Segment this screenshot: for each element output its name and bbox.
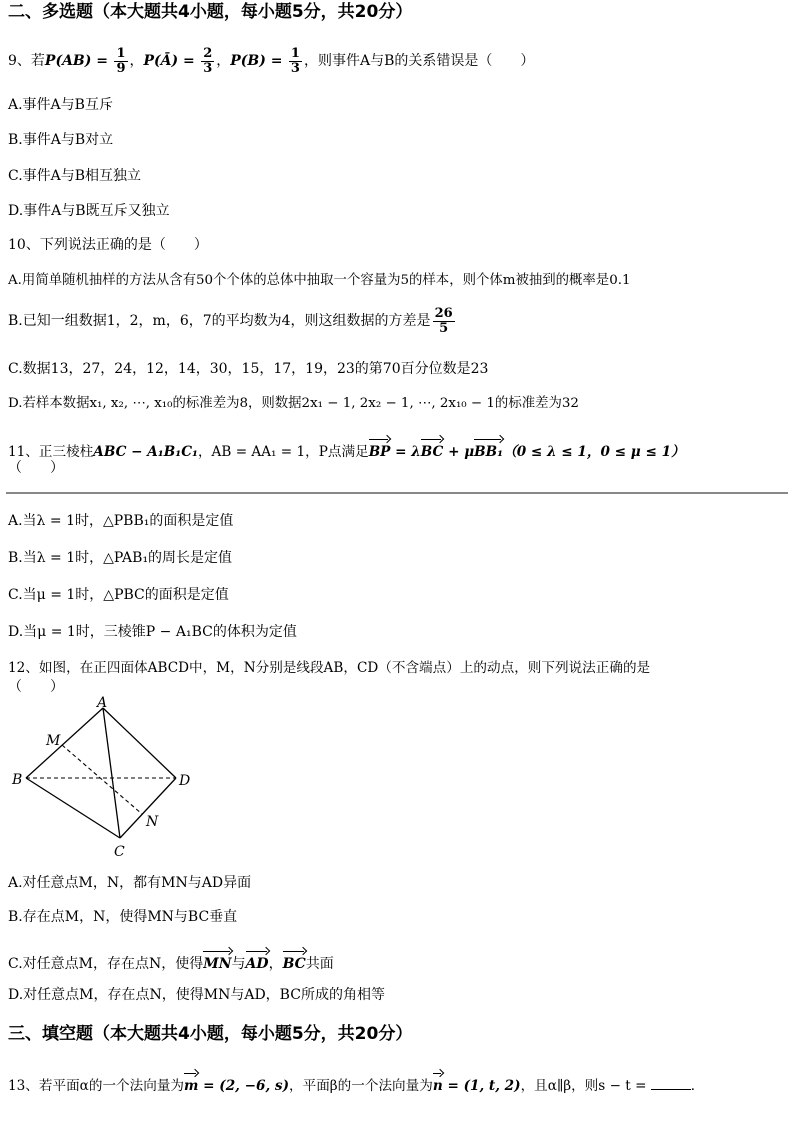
edge-bc (26, 778, 120, 838)
answer-blank[interactable] (651, 1075, 691, 1090)
q10-option-d: D.若样本数据x₁, x₂, ⋯, x₁₀的标准差为8，则数据2x₁ − 1, 2x₂ − 1, ⋯, 2x₁₀ − 1的标准差为32 (8, 396, 579, 411)
edge-ac (103, 708, 120, 838)
q9-pabar: P(Ā) = (143, 53, 195, 69)
q12-option-a: A.对任意点M，N，都有MN与AD异面 (8, 875, 252, 891)
q9-option-d: D.事件A与B既互斥又独立 (8, 203, 170, 219)
q11-prism: ABC − A₁B₁C₁ (93, 444, 198, 460)
label-n: N (146, 814, 159, 830)
label-d: D (179, 773, 191, 789)
q11-option-b: B.当λ = 1时，△PAB₁的周长是定值 (8, 550, 233, 566)
q10-option-b (8, 306, 457, 336)
q10-option-a: A.用简单随机抽样的方法从含有50个个体的总体中抽取一个容量为5的样本，则个体m被抽到的概率是0.1 (8, 273, 631, 288)
segment-mn (62, 745, 142, 814)
q13-end: ． (690, 1078, 705, 1094)
q12-c-post: 共面 (305, 956, 334, 972)
edge-ad (103, 708, 176, 778)
q11-vec-bc: BC (421, 436, 444, 462)
q13-nval: = (1, t, 2) (442, 1078, 521, 1094)
q9-pab: P(AB) = (44, 53, 108, 69)
q12-option-d: D.对任意点M，存在点N，使得MN与AD，BC所成的角相等 (8, 987, 385, 1003)
section-heading-multiple-choice (8, 0, 412, 24)
q11-option-c: C.当μ = 1时，△PBC的面积是定值 (8, 587, 229, 603)
question-9-stem: 9、若P(AB) = $\frac{1}{9}$ ，P(Ā) = $\frac{2}{3}$ ，P(B) = $\frac{1}{3}$ ，则事件A与B的关系错误是（ ） (8, 45, 535, 76)
q9-f1-den: 9 (116, 60, 126, 76)
q9-f1-num: 1 (116, 45, 126, 61)
q11-mu: + μ (443, 444, 475, 460)
q9-fraction-3 (289, 47, 302, 76)
q13-mval: = (2, −6, s) (198, 1078, 290, 1094)
q12-c-sep: ， (268, 956, 283, 972)
q10-b-text: B.已知一组数据1，2，m，6，7的平均数为4，则这组数据的方差是 (8, 313, 431, 329)
q9-f2-den: 3 (203, 60, 213, 76)
section-title: 二、多选题 (8, 2, 93, 22)
label-m: M (46, 733, 61, 749)
section-title: 三、填空题 (8, 1024, 93, 1044)
section-note: （本大题共4小题，每小题5分，共20分） (93, 2, 413, 22)
q11-option-d: D.当μ = 1时，三棱锥P − A₁BC的体积为定值 (8, 624, 297, 640)
tetrahedron-figure (8, 696, 198, 861)
edge-ab (26, 708, 103, 778)
question-13 (8, 1070, 704, 1096)
section-heading-fill-in (8, 1022, 412, 1046)
q12-c-text: C.对任意点M，存在点N，使得 (8, 956, 204, 972)
q9-f3-num: 1 (290, 45, 300, 61)
q11-option-a: A.当λ = 1时，△PBB₁的面积是定值 (8, 513, 234, 529)
q13-prefix: 13、若平面α的一个法向量为 (8, 1078, 185, 1094)
q11-vec-bp: BP (369, 436, 391, 462)
q9-option-a: A.事件A与B互斥 (8, 97, 113, 113)
question-12-stem: 12、如图，在正四面体ABCD中，M，N分别是线段AB，CD（不含端点）上的动点，则下列说法正确的是 (8, 660, 651, 676)
q9-pb: P(B) = (230, 53, 283, 69)
q13-vec-n: n (433, 1070, 443, 1096)
question-10-stem: 10、下列说法正确的是（ ） (8, 237, 208, 253)
q9-stem-text: ，则事件A与B的关系错误是（ ） (303, 53, 535, 69)
q11-vec-bb1: BB₁ (474, 436, 503, 462)
q10-b-num: 26 (434, 305, 453, 321)
q13-post: ，且α∥β，则s − t = (520, 1078, 647, 1094)
q11-eq: ，AB = AA₁ = 1，P点满足 (197, 444, 369, 460)
q10-b-fraction (433, 307, 455, 336)
label-c: C (114, 844, 125, 860)
q12-paren: （ ） (8, 679, 64, 695)
q11-eq2: = λ (390, 444, 421, 460)
q13-mid: ，平面β的一个法向量为 (289, 1078, 433, 1094)
q11-cond: （0 ≤ λ ≤ 1，0 ≤ μ ≤ 1） (503, 444, 685, 460)
q12-vec-bc: BC (283, 948, 306, 974)
q12-vec-ad: AD (246, 948, 269, 974)
q13-vec-m: m (184, 1070, 198, 1096)
label-b: B (12, 772, 23, 788)
q10-option-c: C.数据13，27，24，12，14，30，15，17，19，23的第70百分位数是23 (8, 361, 489, 377)
q9-option-b: B.事件A与B对立 (8, 132, 114, 148)
q9-f2-num: 2 (203, 45, 213, 61)
q11-paren: （ ） (8, 460, 64, 476)
q9-option-c: C.事件A与B相互独立 (8, 168, 142, 184)
q10-b-den: 5 (439, 320, 449, 336)
divider-line (6, 492, 788, 494)
q9-fraction-2 (201, 47, 214, 76)
q12-vec-mn: MN (203, 948, 231, 974)
q9-prefix: 9、若 (8, 53, 45, 69)
q12-option-c (8, 948, 334, 974)
q12-c-mid: 与 (231, 956, 246, 972)
q9-f3-den: 3 (290, 60, 300, 76)
q12-option-b: B.存在点M，N，使得MN与BC垂直 (8, 909, 238, 925)
question-11-stem (8, 436, 685, 462)
section-note: （本大题共4小题，每小题5分，共20分） (93, 1024, 413, 1044)
label-a: A (97, 696, 108, 711)
q11-prefix: 11、正三棱柱 (8, 444, 94, 460)
q9-fraction-1 (114, 47, 127, 76)
